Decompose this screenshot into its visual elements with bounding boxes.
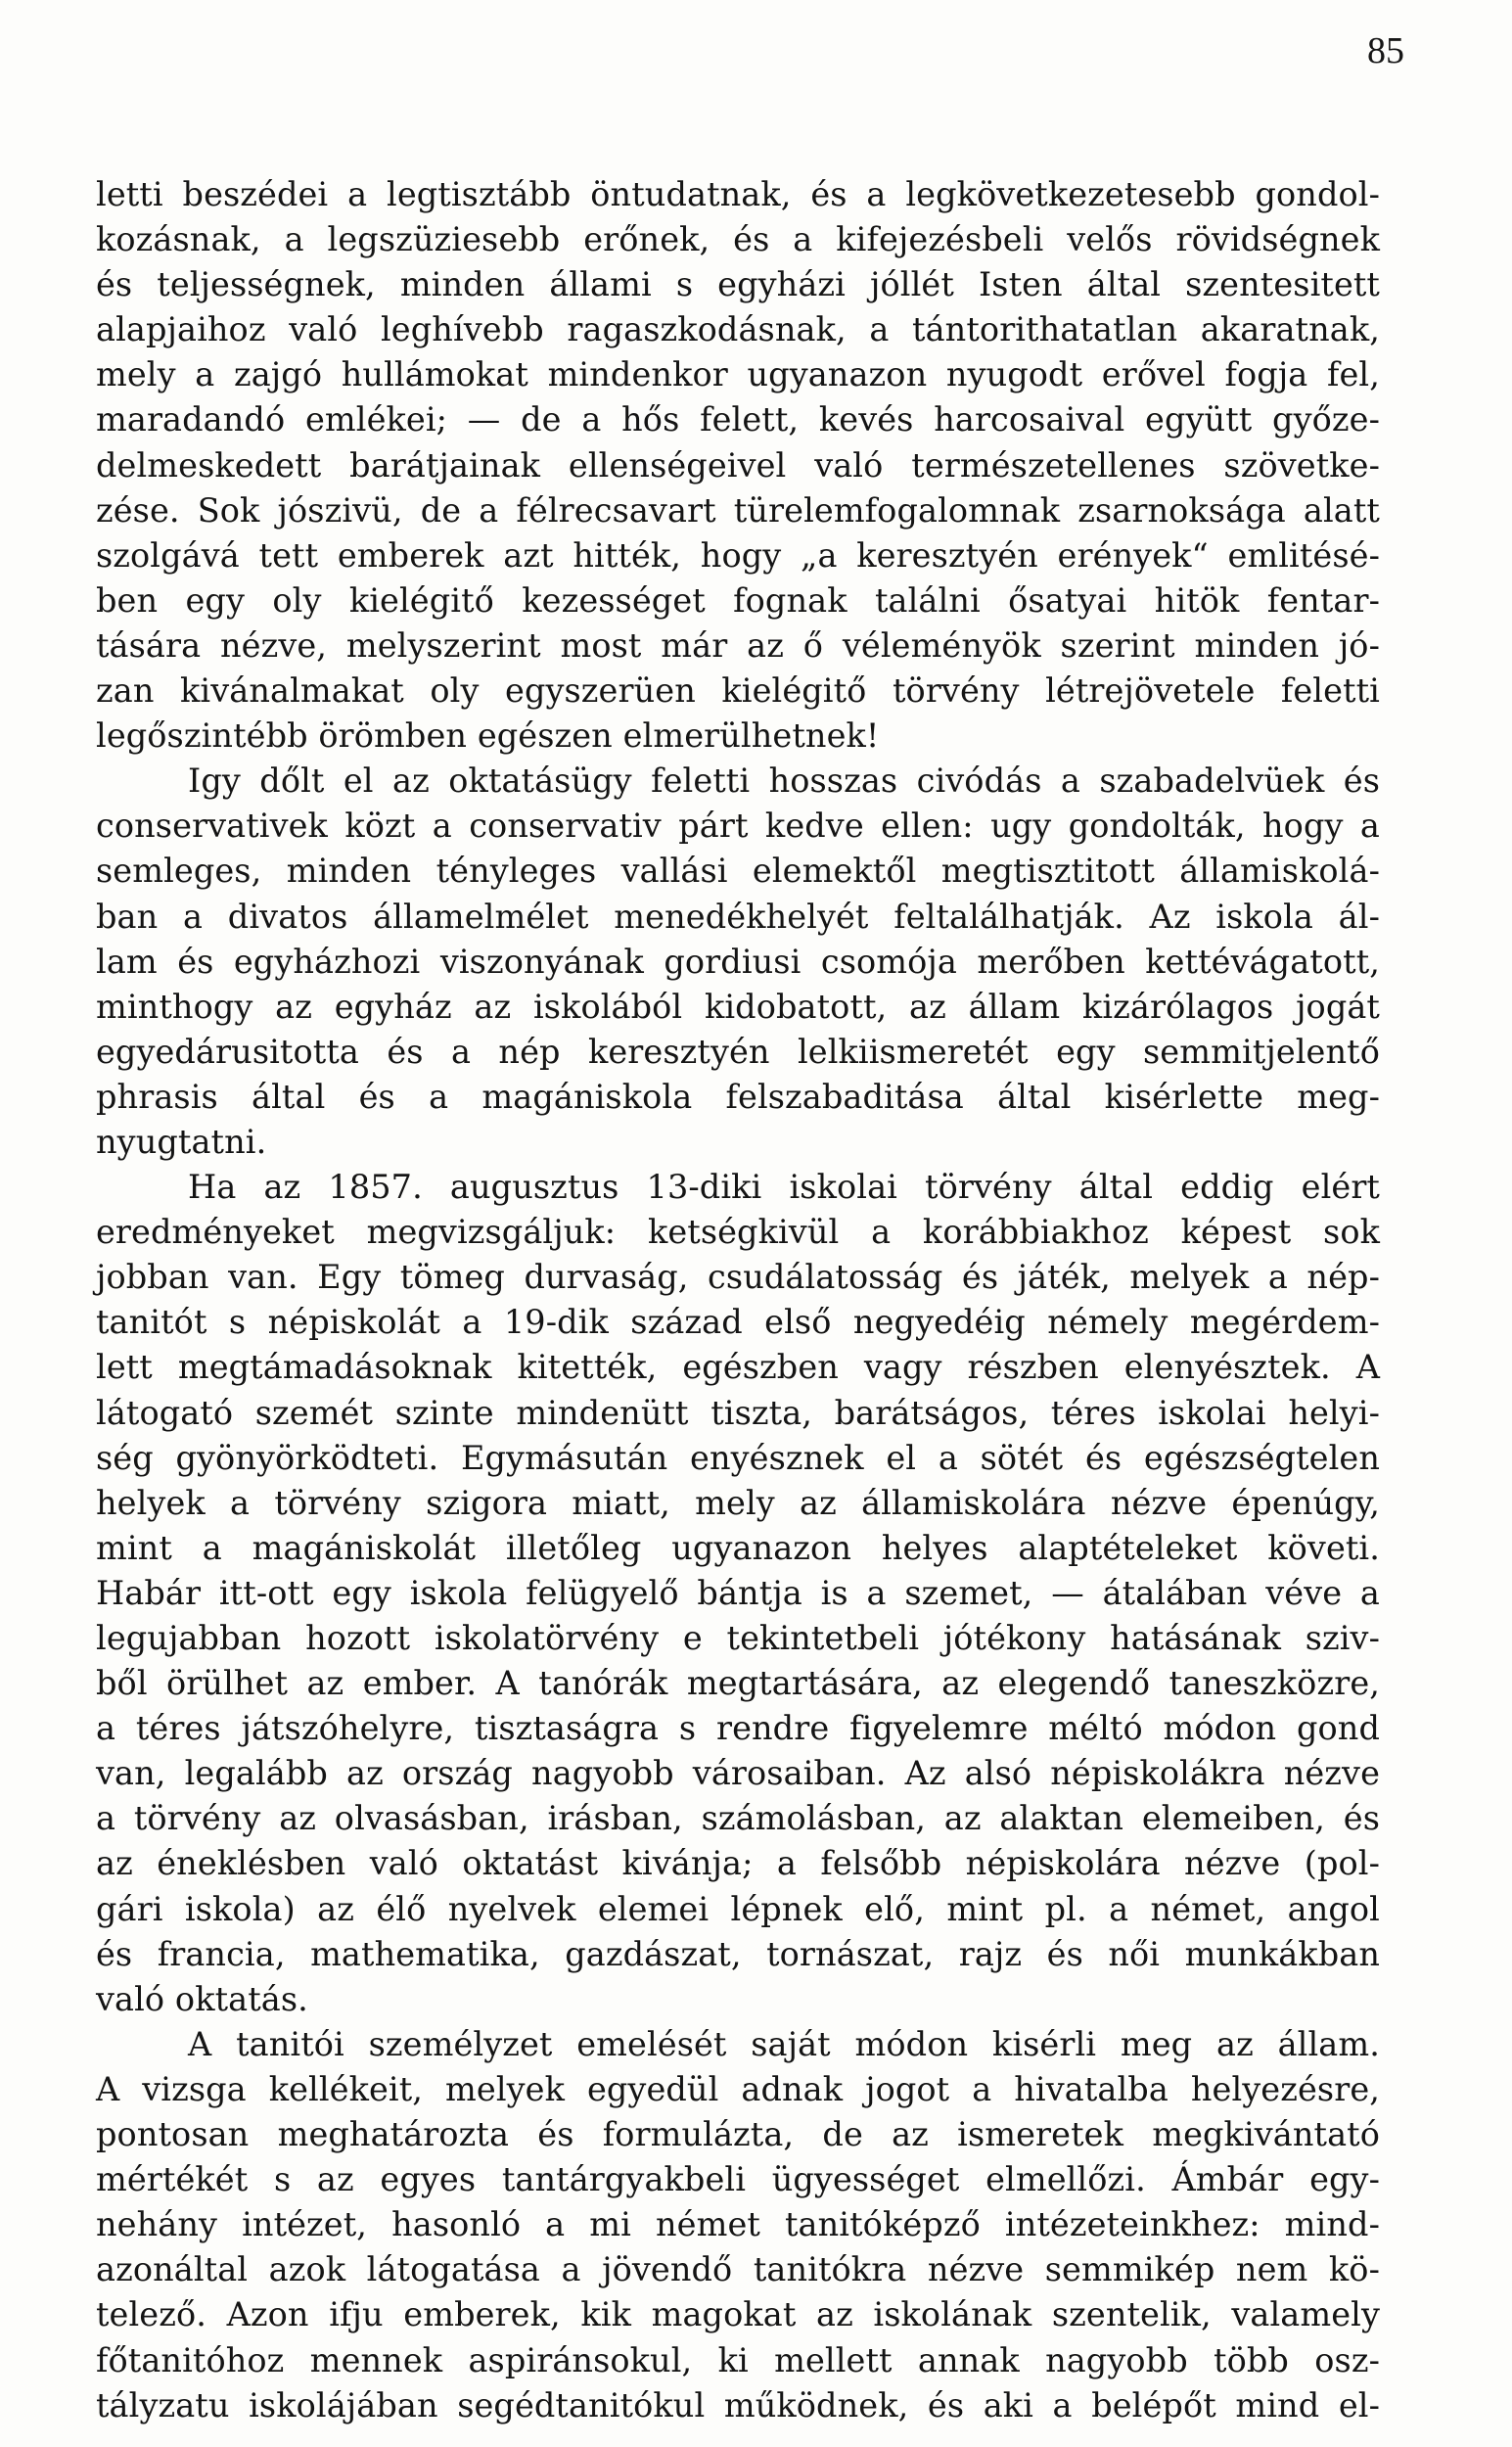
text-line: lam és egyházhozi viszonyának gordiusi csomója merőben kettévágatott, — [96, 942, 1380, 981]
text-line: mértékét s az egyes tantárgyakbeli ügyességet elmellőzi. Ámbár egy- — [96, 2160, 1380, 2199]
body-text — [96, 172, 1380, 2428]
text-line: tályzatu iskolájában segédtanitókul működnek, és aki a belépőt mind el- — [96, 2385, 1380, 2424]
page-number: 85 — [1367, 30, 1404, 71]
text-line: eredményeket megvizsgáljuk: ketségkivül a korábbiakhoz képest sok — [96, 1213, 1380, 1252]
text-line: ben egy oly kielégitő kezességet fognak találni ősatyai hitök fentar- — [96, 580, 1380, 620]
text-line: helyek a törvény szigora miatt, mely az államiskolára nézve épenúgy, — [96, 1483, 1380, 1522]
text-line: lett megtámadásoknak kitették, egészben vagy részben elenyésztek. A — [96, 1348, 1380, 1387]
text-line: A vizsga kellékeit, melyek egyedül adnak jogot a hivatalba helyezésre, — [96, 2069, 1380, 2108]
text-line: a téres játszóhelyre, tisztaságra s rendre figyelemre méltó módon gond — [96, 1709, 1380, 1748]
text-line: és teljességnek, minden állami s egyházi jóllét Isten által szentesitett — [96, 265, 1380, 304]
text-line: telező. Azon ifju emberek, kik magokat az iskolának szentelik, valamely — [96, 2295, 1380, 2334]
text-line: tására nézve, melyszerint most már az ő véleményök szerint minden jó- — [96, 625, 1380, 665]
paragraph-start-line: A tanitói személyzet emelését saját módon kisérli meg az állam. — [188, 2024, 1380, 2063]
paragraph-end-line: nyugtatni. — [96, 1122, 267, 1161]
text-line: letti beszédei a legtisztább öntudatnak, és a legkövetkezetesebb gondol- — [96, 175, 1380, 213]
text-line: az éneklésben való oktatást kivánja; a felsőbb népiskolára nézve (pol- — [96, 1844, 1380, 1883]
text-line: conservativek közt a conservativ párt kedve ellen: ugy gondolták, hogy a — [96, 807, 1380, 846]
text-line: pontosan meghatározta és formulázta, de az ismeretek megkivántató — [96, 2115, 1380, 2154]
text-line: van, legalább az ország nagyobb városaiban. Az alsó népiskolákra nézve — [96, 1754, 1380, 1793]
text-line: legujabban hozott iskolatörvény e tekintetbeli jótékony hatásának sziv- — [96, 1619, 1380, 1657]
text-line: zése. Sok jószivü, de a félrecsavart türelemfogalomnak zsarnoksága alatt — [96, 490, 1380, 530]
text-line: alapjaihoz való leghívebb ragaszkodásnak, a tántorithatatlan akaratnak, — [96, 310, 1380, 349]
text-line: Habár itt-ott egy iskola felügyelő bántja is a szemet, — átalában véve a — [96, 1573, 1380, 1612]
paragraph-end-line: legőszintébb örömben egészen elmerülhetnek! — [96, 716, 880, 756]
text-line: minthogy az egyház az iskolából kidobatott, az állam kizárólagos jogát — [96, 987, 1380, 1026]
text-line: maradandó emlékei; — de a hős felett, kevés harcosaival együtt győze- — [96, 400, 1380, 439]
text-line: ban a divatos államelmélet menedékhelyét feltalálhatják. Az iskola ál- — [96, 897, 1380, 936]
text-line: a törvény az olvasásban, irásban, számolásban, az alaktan elemeiben, és — [96, 1799, 1380, 1838]
paragraph-start-line: Ha az 1857. augusztus 13-diki iskolai törvény által eddig elért — [188, 1168, 1380, 1207]
text-line: nehány intézet, hasonló a mi német tanitóképző intézeteinkhez: mind- — [96, 2205, 1380, 2244]
text-line: látogató szemét szinte mindenütt tiszta, barátságos, téres iskolai helyi- — [96, 1393, 1380, 1432]
text-line: gári iskola) az élő nyelvek elemei lépnek elő, mint pl. a német, angol — [96, 1889, 1380, 1928]
text-line: mely a zajgó hullámokat mindenkor ugyanazon nyugodt erővel fogja fel, — [96, 355, 1380, 394]
text-line: azonáltal azok látogatása a jövendő tanitókra nézve semmikép nem kö- — [96, 2250, 1380, 2289]
text-line: zan kivánalmakat oly egyszerüen kielégitő törvény létrejövetele feletti — [96, 671, 1380, 711]
paragraph-start-line: Igy dőlt el az oktatásügy feletti hosszas civódás a szabadelvüek és — [188, 762, 1380, 801]
text-line: és francia, mathematika, gazdászat, tornászat, rajz és női munkákban — [96, 1934, 1380, 1973]
text-line: ség gyönyörködteti. Egymásután enyésznek el a sötét és egészségtelen — [96, 1438, 1380, 1477]
text-line: egyedárusitotta és a nép keresztyén lelkiismeretét egy semmitjelentő — [96, 1032, 1380, 1071]
text-line: delmeskedett barátjainak ellenségeivel való természetellenes szövetke- — [96, 445, 1380, 485]
paragraph-end-line: való oktatás. — [96, 1979, 308, 2018]
text-line: szolgává tett emberek azt hitték, hogy „a keresztyén erények“ emlitésé- — [96, 535, 1380, 575]
text-line: jobban van. Egy tömeg durvaság, csudálatosság és játék, melyek a nép- — [96, 1258, 1380, 1297]
text-line: phrasis által és a magániskola felszabaditása által kisérlette meg- — [96, 1077, 1380, 1116]
text-line: kozásnak, a legszüziesebb erőnek, és a kifejezésbeli velős rövidségnek — [96, 220, 1380, 259]
text-line: mint a magániskolát illetőleg ugyanazon helyes alaptételeket követi. — [96, 1528, 1380, 1567]
text-line: főtanitóhoz mennek aspiránsokul, ki mellett annak nagyobb több osz- — [96, 2340, 1380, 2379]
text-line: tanitót s népiskolát a 19-dik század első negyedéig némely megérdem- — [96, 1303, 1380, 1342]
text-line: semleges, minden tényleges vallási elemektől megtisztitott államiskolá- — [96, 852, 1380, 891]
text-line: ből örülhet az ember. A tanórák megtartására, az elegendő taneszközre, — [96, 1664, 1380, 1703]
